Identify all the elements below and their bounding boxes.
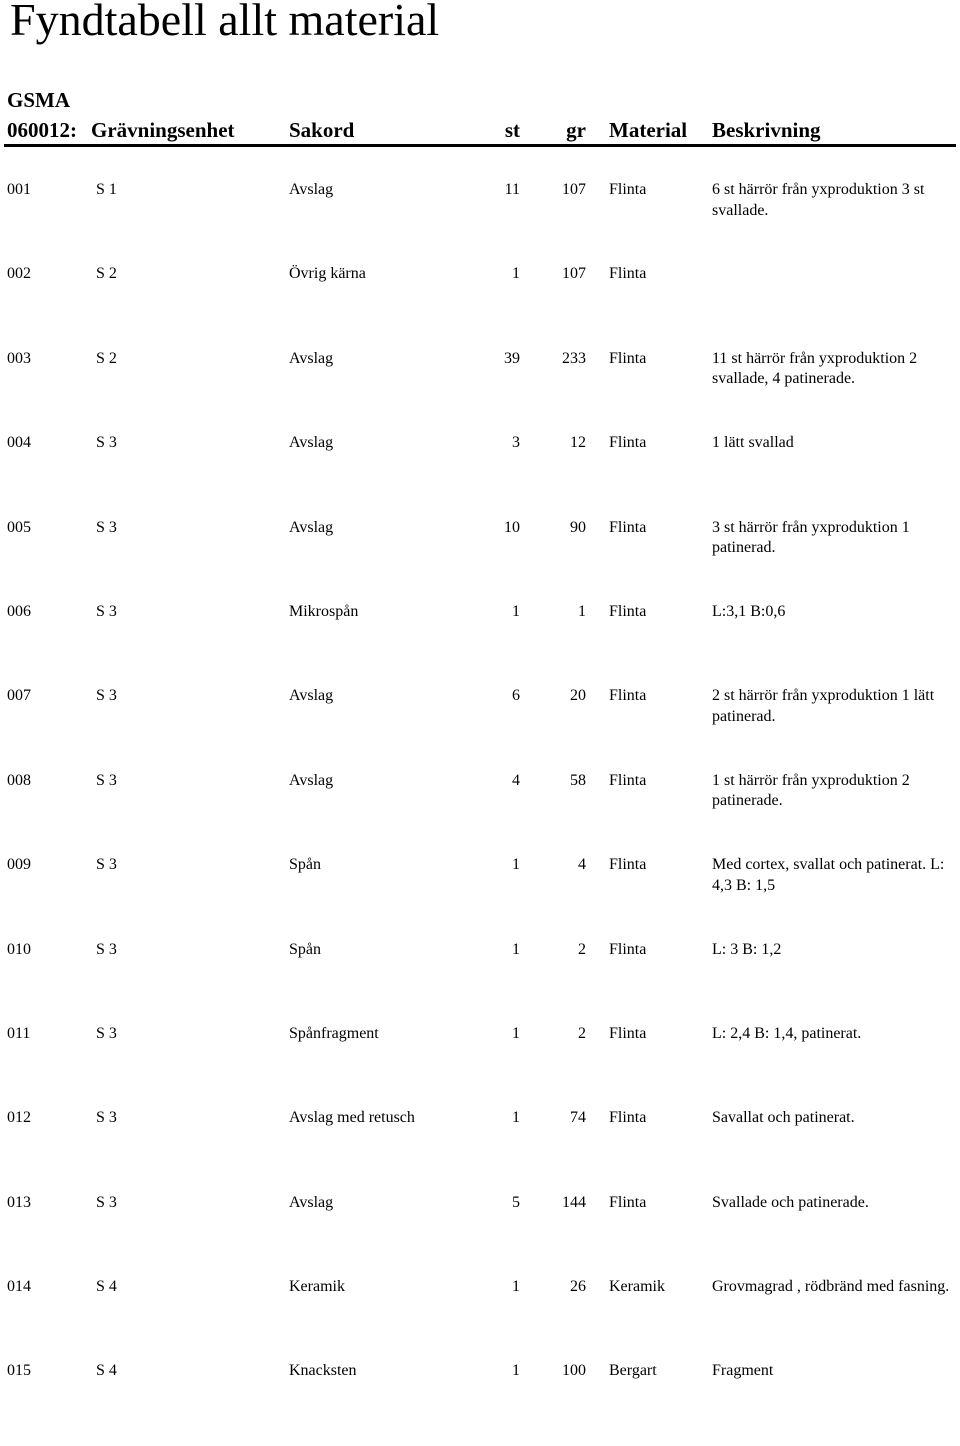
cell-unit: S 3: [96, 687, 117, 705]
cell-unit: S 4: [96, 1362, 117, 1380]
table-row: [0, 1024, 960, 1108]
cell-object: Avslag: [289, 181, 334, 198]
table-row: [0, 602, 960, 686]
cell-count: 1: [512, 1024, 520, 1042]
cell-count: 4: [512, 771, 520, 789]
cell-count: 1: [512, 1362, 520, 1380]
cell-count: 6: [512, 687, 520, 705]
cell-object: Spånfragment: [289, 1024, 379, 1042]
header-excavation-unit: Grävningsenhet: [91, 118, 235, 142]
header-weight: gr: [566, 118, 586, 142]
cell-description: L: 3 B: 1,2: [712, 940, 782, 958]
cell-object: Avslag med retusch: [289, 1109, 415, 1127]
cell-material: Flinta: [609, 265, 647, 283]
cell-description: 1 lätt svallad: [712, 434, 794, 452]
cell-id: 008: [7, 771, 31, 789]
table-row: [0, 349, 960, 433]
table-row: [0, 264, 960, 348]
header-description: Beskrivning: [712, 118, 821, 142]
cell-material: Flinta: [609, 518, 647, 536]
cell-count: 1: [512, 265, 520, 283]
table-row: [0, 1193, 960, 1277]
table-row: [0, 180, 960, 264]
cell-unit: S 2: [96, 265, 117, 283]
cell-id: 012: [7, 1109, 31, 1127]
cell-id: 004: [7, 434, 31, 452]
cell-description: 1 st härrör från yxproduktion 2 patinerade.: [712, 771, 910, 810]
cell-count: 1: [512, 1109, 520, 1127]
cell-object: Avslag: [289, 771, 334, 789]
cell-weight: 20: [570, 687, 586, 705]
cell-weight: 90: [570, 518, 586, 536]
cell-count: 1: [512, 1278, 520, 1296]
cell-material: Flinta: [609, 771, 647, 789]
cell-object: Keramik: [289, 1278, 345, 1296]
cell-count: 1: [512, 602, 520, 620]
table-row: [0, 518, 960, 602]
cell-unit: S 4: [96, 1278, 117, 1296]
cell-material: Keramik: [609, 1278, 665, 1296]
cell-material: Bergart: [609, 1362, 657, 1380]
cell-object: Knacksten: [289, 1362, 357, 1380]
cell-id: 001: [7, 181, 31, 198]
cell-description: 3 st härrör från yxproduktion 1 patinerad.: [712, 518, 910, 557]
cell-material: Flinta: [609, 1109, 647, 1127]
cell-description: L: 2,4 B: 1,4, patinerat.: [712, 1024, 862, 1042]
cell-unit: S 3: [96, 1024, 117, 1042]
cell-description: L:3,1 B:0,6: [712, 602, 786, 620]
cell-weight: 26: [570, 1278, 586, 1296]
cell-id: 005: [7, 518, 31, 536]
cell-id: 007: [7, 687, 31, 705]
cell-material: Flinta: [609, 1024, 647, 1042]
cell-description: Med cortex, svallat och patinerat. L: 4,3 B: 1,5: [712, 856, 945, 894]
cell-material: Flinta: [609, 181, 647, 198]
cell-description: Fragment: [712, 1362, 774, 1380]
finds-table-body: [0, 180, 960, 1446]
cell-count: 11: [504, 181, 520, 198]
cell-object: Avslag: [289, 349, 334, 367]
page-title: Fyndtabell allt material: [10, 0, 440, 45]
cell-object: Avslag: [289, 518, 334, 536]
cell-description: Savallat och patinerat.: [712, 1109, 855, 1127]
header-object: Sakord: [289, 118, 355, 142]
cell-count: 1: [512, 856, 520, 874]
cell-id: 014: [7, 1278, 31, 1296]
cell-weight: 144: [562, 1193, 586, 1211]
cell-material: Flinta: [609, 434, 647, 452]
cell-description: Svallade och patinerade.: [712, 1193, 869, 1211]
cell-count: 39: [504, 349, 520, 367]
cell-description: 11 st härrör från yxproduktion 2 svallade, 4 patinerade.: [712, 349, 918, 388]
cell-object: Övrig kärna: [289, 265, 366, 283]
table-row: [0, 433, 960, 517]
cell-weight: 2: [578, 1024, 586, 1042]
cell-id: 002: [7, 265, 31, 283]
table-row: [0, 1108, 960, 1192]
cell-material: Flinta: [609, 349, 647, 367]
cell-weight: 100: [562, 1362, 586, 1380]
cell-count: 10: [504, 518, 520, 536]
cell-description: Grovmagrad , rödbränd med fasning.: [712, 1278, 950, 1296]
cell-weight: 12: [570, 434, 586, 452]
cell-count: 5: [512, 1193, 520, 1211]
cell-weight: 74: [570, 1109, 586, 1127]
cell-weight: 107: [562, 265, 586, 283]
header-divider: [4, 144, 956, 147]
table-row: [0, 1277, 960, 1361]
cell-unit: S 3: [96, 1109, 117, 1127]
cell-id: 011: [7, 1024, 31, 1042]
header-count: st: [504, 118, 520, 142]
table-row: [0, 686, 960, 770]
cell-id: 010: [7, 940, 31, 958]
cell-unit: S 2: [96, 349, 117, 367]
cell-object: Avslag: [289, 687, 334, 705]
header-site-number: 060012:: [7, 118, 77, 142]
cell-unit: S 3: [96, 602, 117, 620]
organization-label: GSMA: [7, 88, 70, 112]
cell-weight: 233: [562, 349, 586, 367]
table-row: [0, 855, 960, 939]
cell-object: Avslag: [289, 434, 334, 452]
cell-weight: 107: [562, 181, 586, 198]
table-row: [0, 940, 960, 1024]
header-material: Material: [609, 118, 688, 142]
cell-material: Flinta: [609, 1193, 647, 1211]
cell-material: Flinta: [609, 940, 647, 958]
cell-material: Flinta: [609, 856, 647, 874]
cell-id: 009: [7, 856, 31, 874]
cell-weight: 58: [570, 771, 586, 789]
cell-id: 003: [7, 349, 31, 367]
table-row: [0, 1361, 960, 1445]
cell-object: Mikrospån: [289, 602, 359, 620]
cell-description: 2 st härrör från yxproduktion 1 lätt patinerad.: [712, 687, 935, 725]
cell-count: 1: [512, 940, 520, 958]
table-row: [0, 771, 960, 855]
cell-weight: 4: [578, 856, 586, 874]
cell-object: Avslag: [289, 1193, 334, 1211]
cell-weight: 2: [578, 940, 586, 958]
cell-unit: S 3: [96, 856, 117, 874]
cell-weight: 1: [578, 602, 586, 620]
cell-object: Spån: [289, 940, 321, 958]
cell-material: Flinta: [609, 602, 647, 620]
cell-id: 006: [7, 602, 31, 620]
cell-unit: S 3: [96, 434, 117, 452]
cell-count: 3: [512, 434, 520, 452]
cell-id: 015: [7, 1362, 31, 1380]
cell-unit: S 1: [96, 181, 117, 198]
cell-unit: S 3: [96, 1193, 117, 1211]
cell-material: Flinta: [609, 687, 647, 705]
cell-object: Spån: [289, 856, 321, 874]
cell-unit: S 3: [96, 518, 117, 536]
cell-id: 013: [7, 1193, 31, 1211]
cell-unit: S 3: [96, 940, 117, 958]
cell-description: 6 st härrör från yxproduktion 3 st svallade.: [712, 181, 925, 219]
cell-unit: S 3: [96, 771, 117, 789]
